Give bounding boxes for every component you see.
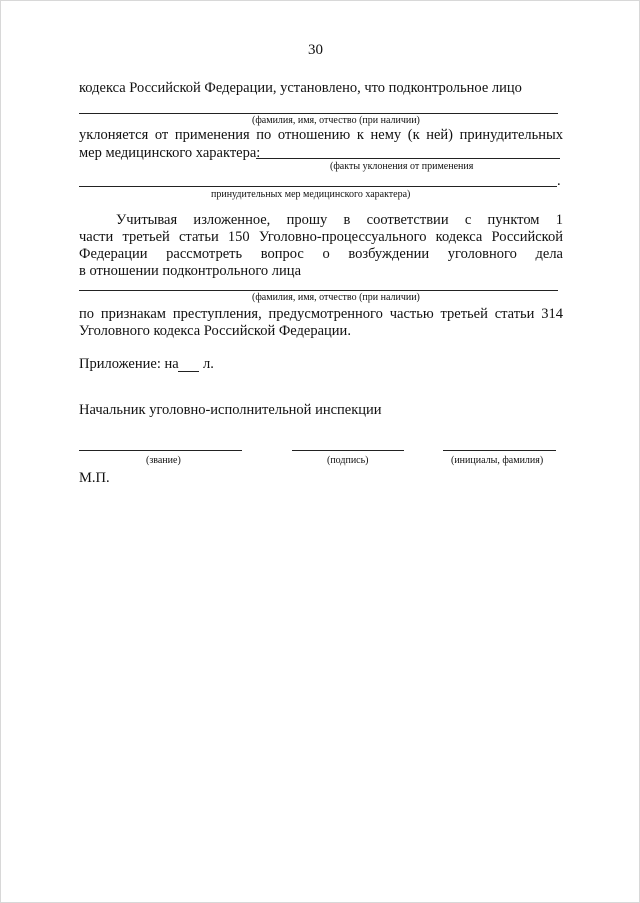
paragraph-line-4: в отношении подконтрольного лица (79, 263, 302, 279)
fill-line-person-1 (79, 113, 558, 114)
fill-line-attachment (178, 371, 199, 372)
caption-name: (инициалы, фамилия) (451, 455, 544, 466)
crime-line-2: Уголовного кодекса Российской Федерации. (79, 323, 351, 339)
attachment-unit: л. (203, 356, 214, 372)
text-code-line: кодекса Российской Федерации, установлено, что подконтрольное лицо (79, 80, 522, 96)
text-measures-line: мер медицинского характера: (79, 145, 261, 161)
caption-facts-1: (факты уклонения от применения (330, 161, 474, 172)
caption-facts-2: принудительных мер медицинского характера) (211, 189, 411, 200)
fill-line-facts-1 (256, 158, 560, 159)
caption-person-1: (фамилия, имя, отчество (при наличии) (252, 115, 420, 126)
fill-line-name (443, 450, 556, 451)
fill-line-signature (292, 450, 404, 451)
fill-line-person-2 (79, 290, 558, 291)
caption-person-2: (фамилия, имя, отчество (при наличии) (252, 292, 420, 303)
period-mark: . (557, 173, 561, 189)
head-title: Начальник уголовно-исполнительной инспекции (79, 402, 382, 418)
fill-line-rank (79, 450, 242, 451)
stamp-place: М.П. (79, 470, 110, 486)
attachment-label: Приложение: на (79, 356, 179, 372)
paragraph-line-2: части третьей статьи 150 Уголовно-процессуального кодекса Российской (79, 229, 563, 245)
fill-line-facts-2 (79, 186, 557, 187)
paragraph-line-1: Учитывая изложенное, прошу в соответствии с пунктом 1 (116, 212, 563, 228)
caption-signature: (подпись) (327, 455, 369, 466)
page-number: 30 (308, 42, 323, 58)
caption-rank: (звание) (146, 455, 181, 466)
crime-line-1: по признакам преступления, предусмотренного частью третьей статьи 314 (79, 306, 563, 322)
text-evades-line: уклоняется от применения по отношению к нему (к ней) принудительных (79, 127, 563, 143)
paragraph-line-3: Федерации рассмотреть вопрос о возбуждении уголовного дела (79, 246, 563, 262)
